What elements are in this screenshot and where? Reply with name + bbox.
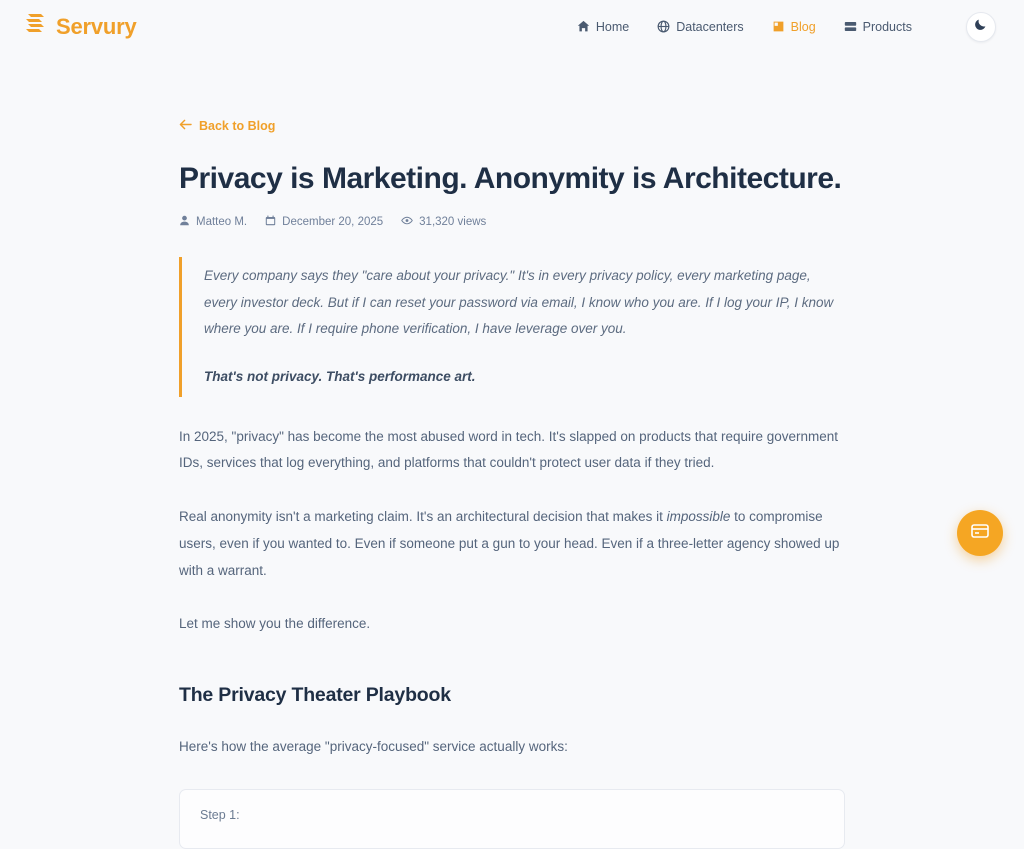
theme-toggle-button[interactable]	[966, 12, 996, 42]
pull-quote	[179, 257, 845, 396]
nav-item-label: Blog	[790, 19, 816, 34]
back-to-blog-label: Back to Blog	[199, 119, 276, 133]
meta-author	[179, 215, 247, 229]
meta-views-label: 31,320 views	[419, 216, 487, 229]
pull-quote-emphasis: That's not privacy. That's performance art.	[204, 369, 476, 385]
body-paragraph-emphasis	[179, 504, 845, 584]
nav-item-blog[interactable]	[772, 20, 816, 34]
body-paragraph: In 2025, "privacy" has become the most abused word in tech. It's slapped on products that require government IDs, services that log everything, and platforms that couldn't protect user data if they tried.	[179, 428, 839, 471]
nav-item-products[interactable]	[844, 20, 912, 34]
stacked-blocks-logo-icon	[24, 11, 48, 42]
globe-icon	[657, 20, 670, 33]
brand-logo[interactable]	[24, 11, 137, 42]
server-icon	[844, 20, 857, 33]
back-to-blog-link[interactable]	[179, 119, 275, 133]
eye-icon	[401, 215, 413, 229]
steps-card-first-line: Step 1:	[200, 807, 240, 822]
meta-views	[401, 215, 486, 229]
brand-name: Servury	[56, 13, 137, 39]
article-meta	[179, 215, 845, 229]
book-icon	[772, 20, 785, 33]
user-icon	[179, 215, 190, 229]
home-icon	[577, 20, 590, 33]
page-title: Privacy is Marketing. Anonymity is Architecture.	[179, 162, 842, 195]
body-paragraph: Let me show you the difference.	[179, 616, 371, 632]
meta-author-label: Matteo M.	[196, 216, 248, 229]
section-intro: Here's how the average "privacy-focused" service actually works:	[179, 738, 568, 754]
nav-item-label: Datacenters	[676, 19, 744, 34]
nav-item-home[interactable]	[577, 20, 629, 34]
paragraph-emphasis-word: impossible	[666, 509, 731, 525]
site-header	[0, 0, 1024, 53]
pull-quote-text: Every company says they "care about your privacy." It's in every privacy policy, every marketing page, every investor deck. But if I can reset your password via email, I know who you are. If I log your IP, I know where you are. If I require phone verification, I have leverage over you.	[204, 268, 834, 337]
article	[179, 53, 845, 849]
meta-date	[265, 215, 383, 229]
calendar-icon	[265, 215, 276, 229]
page-content	[0, 53, 1024, 849]
moon-icon	[974, 17, 988, 36]
arrow-left-icon	[179, 119, 192, 133]
paragraph-part-before: Real anonymity isn't a marketing claim. It's an architectural decision that makes it	[179, 509, 667, 525]
card-icon	[970, 521, 990, 546]
section-heading: The Privacy Theater Playbook	[179, 683, 451, 706]
meta-date-label: December 20, 2025	[282, 216, 384, 229]
paragraph-part-after: to compromise users, even if you wanted to. Even if someone put a gun to your head. Even if a three-letter agency showed up with a warrant.	[179, 509, 840, 578]
nav-item-label: Products	[862, 19, 912, 34]
card-icon-fab-button[interactable]	[957, 510, 1003, 556]
main-nav	[577, 12, 996, 42]
nav-item-datacenters[interactable]	[657, 20, 743, 34]
nav-item-label: Home	[595, 19, 630, 34]
steps-card	[179, 789, 845, 849]
